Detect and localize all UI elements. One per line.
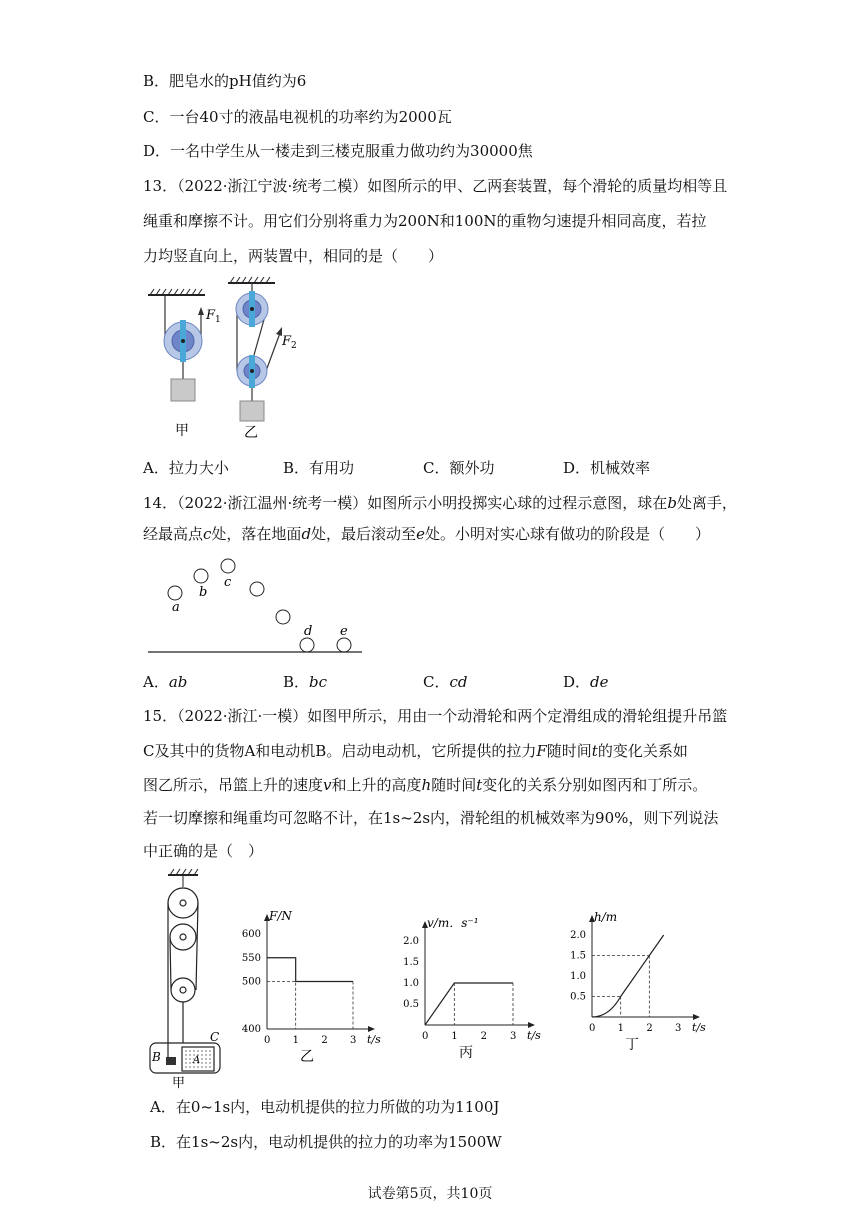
x-tick-label: 0: [264, 1035, 271, 1046]
y-axis-label: F/N: [269, 909, 292, 923]
ball-e: [337, 638, 351, 652]
q15-pulley-basket: [140, 865, 240, 1091]
q13-line3: 力均竖直向上，两装置中，相同的是（ ）: [143, 247, 444, 265]
q14-throw-figure: [140, 555, 370, 660]
x-tick-label: 2: [646, 1023, 653, 1034]
q13-pulley-figure: [140, 275, 310, 445]
label-yi: 乙: [244, 425, 258, 441]
svg-text:a: a: [172, 600, 180, 615]
ball-b: [194, 569, 208, 583]
x-tick-label: 2: [480, 1031, 488, 1042]
page-footer: 试卷第5页，共10页: [367, 1186, 493, 1202]
option-d-prev: D．一名中学生从一楼走到三楼克服重力做功约为30000焦: [143, 142, 533, 160]
option-c-prev: C．一台40寸的液晶电视机的功率约为2000瓦: [143, 108, 452, 126]
q14-line1: 14．（2022·浙江温州·统考一模）如图所示小明投掷实心球的过程示意图，球在b处离手，: [143, 494, 737, 512]
chart-yi: [235, 905, 385, 1065]
x-axis-arrow: [693, 1014, 700, 1020]
svg-text:A: A: [193, 1055, 201, 1066]
svg-text:c: c: [224, 575, 232, 590]
series-line: [425, 983, 513, 1025]
y-tick-label: 500: [241, 976, 261, 988]
q14-line2: 经最高点c处，落在地面d处，最后滚动至e处。小明对实心球有做功的阶段是（ ）: [143, 525, 710, 543]
series-line: [267, 958, 353, 982]
q15-line4: 若一切摩擦和绳重均可忽略不计，在1s~2s内，滑轮组的机械效率为90%，则下列说法: [143, 809, 719, 827]
q15-line3: 图乙所示，吊篮上升的速度v和上升的高度h随时间t变化的关系分别如图丙和丁所示。: [143, 776, 708, 794]
y-tick-label: 1.5: [403, 957, 419, 968]
y-tick-label: 1.0: [570, 971, 586, 982]
q14-option-c[interactable]: C．cd: [423, 673, 468, 691]
q13-option-d[interactable]: D．机械效率: [563, 459, 651, 477]
q14-option-d[interactable]: D．de: [563, 673, 609, 691]
x-tick-label: 1: [451, 1031, 458, 1042]
x-tick-label: 3: [510, 1031, 517, 1042]
y-axis-label: v/m．s⁻¹: [427, 916, 479, 930]
y-tick-label: 2.0: [403, 936, 419, 947]
ball-c: [221, 559, 235, 573]
f2-label: $F_2$: [282, 334, 297, 351]
y-tick-label: 1.5: [570, 950, 586, 962]
x-axis-arrow: [368, 1026, 375, 1032]
x-axis-label: t/s: [692, 1021, 706, 1034]
y-tick-label: 550: [241, 952, 261, 964]
y-tick-label: 2.0: [570, 930, 586, 941]
x-axis-label: t/s: [527, 1029, 541, 1042]
q13-option-a[interactable]: A．拉力大小: [143, 459, 229, 477]
x-tick-label: 1: [617, 1023, 625, 1034]
y-axis-label: h/m: [594, 910, 618, 924]
y-tick-label: 600: [241, 929, 261, 940]
chart-title: 丁: [625, 1037, 639, 1053]
x-tick-label: 0: [422, 1031, 429, 1042]
svg-text:b: b: [199, 585, 208, 600]
q13-line1: 13．（2022·浙江宁波·统考二模）如图所示的甲、乙两套装置，每个滑轮的质量均相等且: [143, 177, 728, 195]
q15-line1: 15．（2022·浙江·一模）如图甲所示，用由一个动滑轮和两个定滑组成的滑轮组提升吊篮: [143, 707, 728, 725]
q13-option-b[interactable]: B．有用功: [283, 459, 355, 477]
q13-options: [143, 457, 703, 478]
ball-d: [300, 638, 314, 652]
chart-title: 丙: [459, 1045, 473, 1061]
q13-option-c[interactable]: C．额外功: [423, 459, 495, 477]
svg-text:C: C: [210, 1030, 220, 1044]
y-tick-label: 0.5: [570, 991, 586, 1003]
q15-line5: 中正确的是（ ）: [143, 842, 264, 860]
y-tick-label: 0.5: [403, 999, 419, 1010]
y-tick-label: 1.0: [403, 978, 419, 989]
y-tick-label: 400: [241, 1024, 261, 1035]
svg-text:e: e: [340, 624, 348, 639]
q14-options: [143, 671, 703, 692]
q14-option-a[interactable]: A．ab: [143, 673, 188, 691]
series-line: [592, 935, 664, 1017]
svg-text:甲: 甲: [172, 1076, 186, 1091]
ball-3: [276, 610, 290, 624]
x-tick-label: 2: [321, 1035, 328, 1046]
q15-option-a-label[interactable]: A．在0~1s内，电动机提供的拉力所做的功为1100J: [150, 1098, 500, 1116]
chart-bing: [395, 910, 541, 1061]
x-axis-arrow: [528, 1022, 535, 1028]
chart-title: 乙: [300, 1049, 314, 1065]
svg-text:B: B: [152, 1050, 161, 1064]
x-tick-label: 1: [292, 1035, 300, 1046]
label-jia: 甲: [175, 423, 189, 439]
ball-2: [250, 582, 264, 596]
q15-option-b-label[interactable]: B．在1s~2s内，电动机提供的拉力的功率为1500W: [150, 1133, 502, 1151]
x-tick-label: 3: [675, 1023, 682, 1034]
x-tick-label: 3: [350, 1035, 357, 1046]
chart-ding: [560, 905, 710, 1055]
ball-a: [168, 586, 182, 600]
x-axis-label: t/s: [367, 1033, 381, 1046]
option-b-prev: B．肥皂水的pH值约为6: [143, 72, 307, 90]
x-tick-label: 0: [589, 1023, 596, 1034]
f1-label: $F_1$: [206, 308, 221, 325]
svg-text:d: d: [304, 624, 313, 639]
q13-line2: 绳重和摩擦不计。用它们分别将重力为200N和100N的重物匀速提升相同高度，若拉: [143, 212, 707, 230]
q14-option-b[interactable]: B．bc: [283, 673, 328, 691]
q15-line2: C及其中的货物A和电动机B。启动电动机，它所提供的拉力F随时间t的变化关系如: [143, 742, 688, 760]
